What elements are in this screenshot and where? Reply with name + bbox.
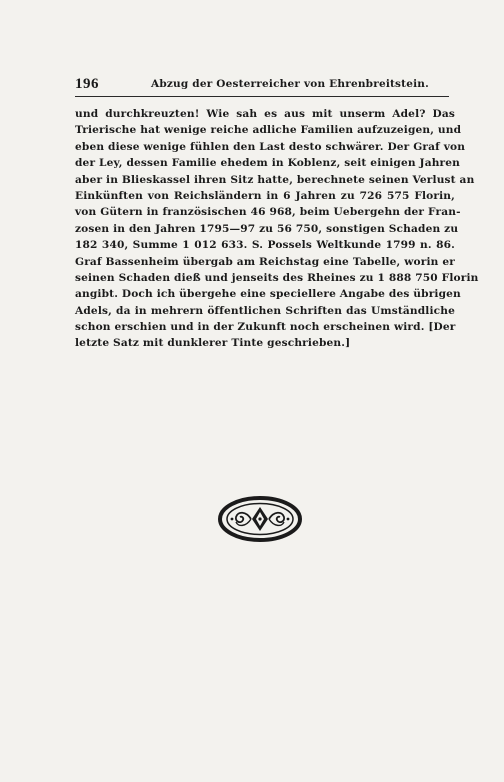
oval-vignette-ornament-icon bbox=[218, 495, 302, 543]
text-line: und durchkreuzten! Wie sah es aus mit unserm Adel? Das bbox=[75, 108, 455, 120]
text-line: Einkünften von Reichsländern in 6 Jahren zu 726 575 Florin, bbox=[75, 189, 455, 202]
page-number: 196 bbox=[75, 76, 99, 92]
text-line: angibt. Doch ich übergehe eine speciellere Angabe des übrigen bbox=[75, 288, 461, 301]
body-paragraph bbox=[75, 106, 479, 352]
text-line: schon erschien und in der Zukunft noch erscheinen wird. [Der bbox=[75, 321, 456, 334]
text-line: letzte Satz mit dunklerer Tinte geschrieben.] bbox=[75, 337, 351, 350]
header-rule bbox=[75, 96, 449, 97]
running-title: Abzug der Oesterreicher von Ehrenbreitstein. bbox=[151, 78, 429, 90]
text-line: Graf Bassenheim übergab am Reichstag eine Tabelle, worin er bbox=[75, 255, 455, 268]
page-header bbox=[75, 76, 449, 96]
text-line: der Ley, dessen Familie ehedem in Koblenz, seit einigen Jahren bbox=[75, 157, 461, 170]
text-line: eben diese wenige fühlen den Last desto schwärer. Der Graf von bbox=[75, 140, 466, 153]
text-line: seinen Schaden dieß und jenseits des Rheines zu 1 888 750 Florin bbox=[75, 271, 479, 284]
text-line: Trierische hat wenige reiche adliche Familien aufzuzeigen, und bbox=[75, 124, 462, 137]
text-line: von Gütern in französischen 46 968, beim Uebergehn der Fran- bbox=[75, 206, 461, 219]
text-line: Adels, da in mehrern öffentlichen Schriften das Umständliche bbox=[75, 304, 455, 317]
text-line: zosen in den Jahren 1795—97 zu 56 750, sonstigen Schaden zu bbox=[75, 222, 459, 235]
text-line: 182 340, Summe 1 012 633. S. Possels Weltkunde 1799 n. 86. bbox=[75, 239, 455, 252]
text-line: aber in Blieskassel ihren Sitz hatte, berechnete seinen Verlust an bbox=[75, 173, 475, 186]
